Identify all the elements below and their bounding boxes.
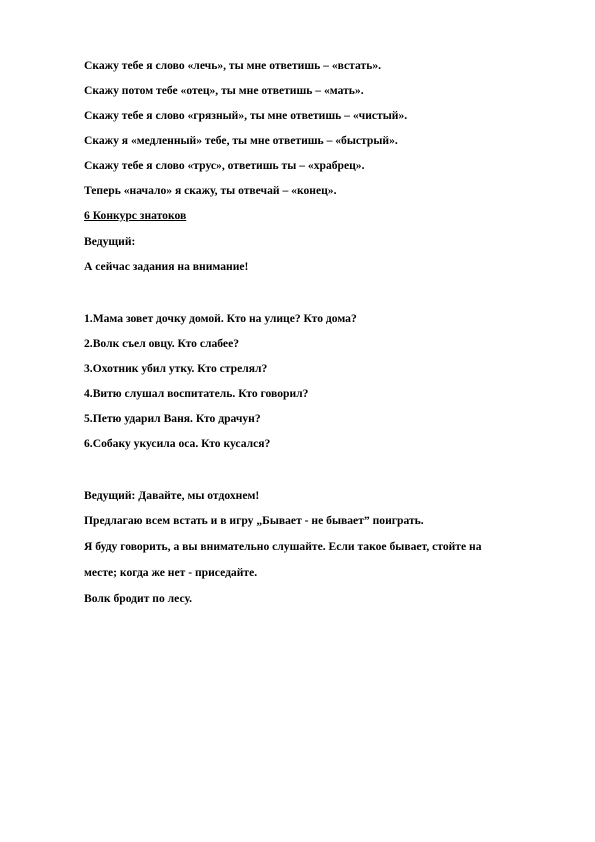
game-example: Волк бродит по лесу.: [84, 592, 192, 605]
game-line-4: Скажу я «медленный» тебе, ты мне ответишь – «быстрый».: [84, 134, 398, 147]
game-line-3: Скажу тебе я слово «грязный», ты мне ответишь – «чистый».: [84, 109, 408, 122]
intro-text: А сейчас задания на внимание!: [84, 260, 249, 273]
question-5: 5.Петю ударил Ваня. Кто драчун?: [84, 412, 261, 425]
question-4: 4.Витю слушал воспитатель. Кто говорил?: [84, 387, 309, 400]
game-rules-line-2: месте; когда же нет - приседайте.: [84, 566, 258, 579]
question-1: 1.Мама зовет дочку домой. Кто на улице? Кто дома?: [84, 312, 357, 325]
section-heading: 6 Конкурс знатоков: [84, 209, 187, 222]
game-line-1: Скажу тебе я слово «лечь», ты мне ответишь – «встать».: [84, 59, 382, 72]
game-line-5: Скажу тебе я слово «трус», ответишь ты – «храбрец».: [84, 159, 365, 172]
game-invite: Предлагаю всем встать и в игру „Бывает - не бывает” поиграть.: [84, 514, 424, 527]
game-line-2: Скажу потом тебе «отец», ты мне ответишь – «мать».: [84, 84, 364, 97]
game-line-6: Теперь «начало» я скажу, ты отвечай – «конец».: [84, 184, 337, 197]
game-rules-line-1: Я буду говорить, а вы внимательно слушайте. Если такое бывает, стойте на: [84, 540, 482, 553]
question-2: 2.Волк съел овцу. Кто слабее?: [84, 337, 240, 350]
host-rest-line: Ведущий: Давайте, мы отдохнем!: [84, 489, 260, 502]
question-6: 6.Собаку укусила оса. Кто кусался?: [84, 437, 271, 450]
host-label: Ведущий:: [84, 235, 136, 248]
question-3: 3.Охотник убил утку. Кто стрелял?: [84, 362, 268, 375]
